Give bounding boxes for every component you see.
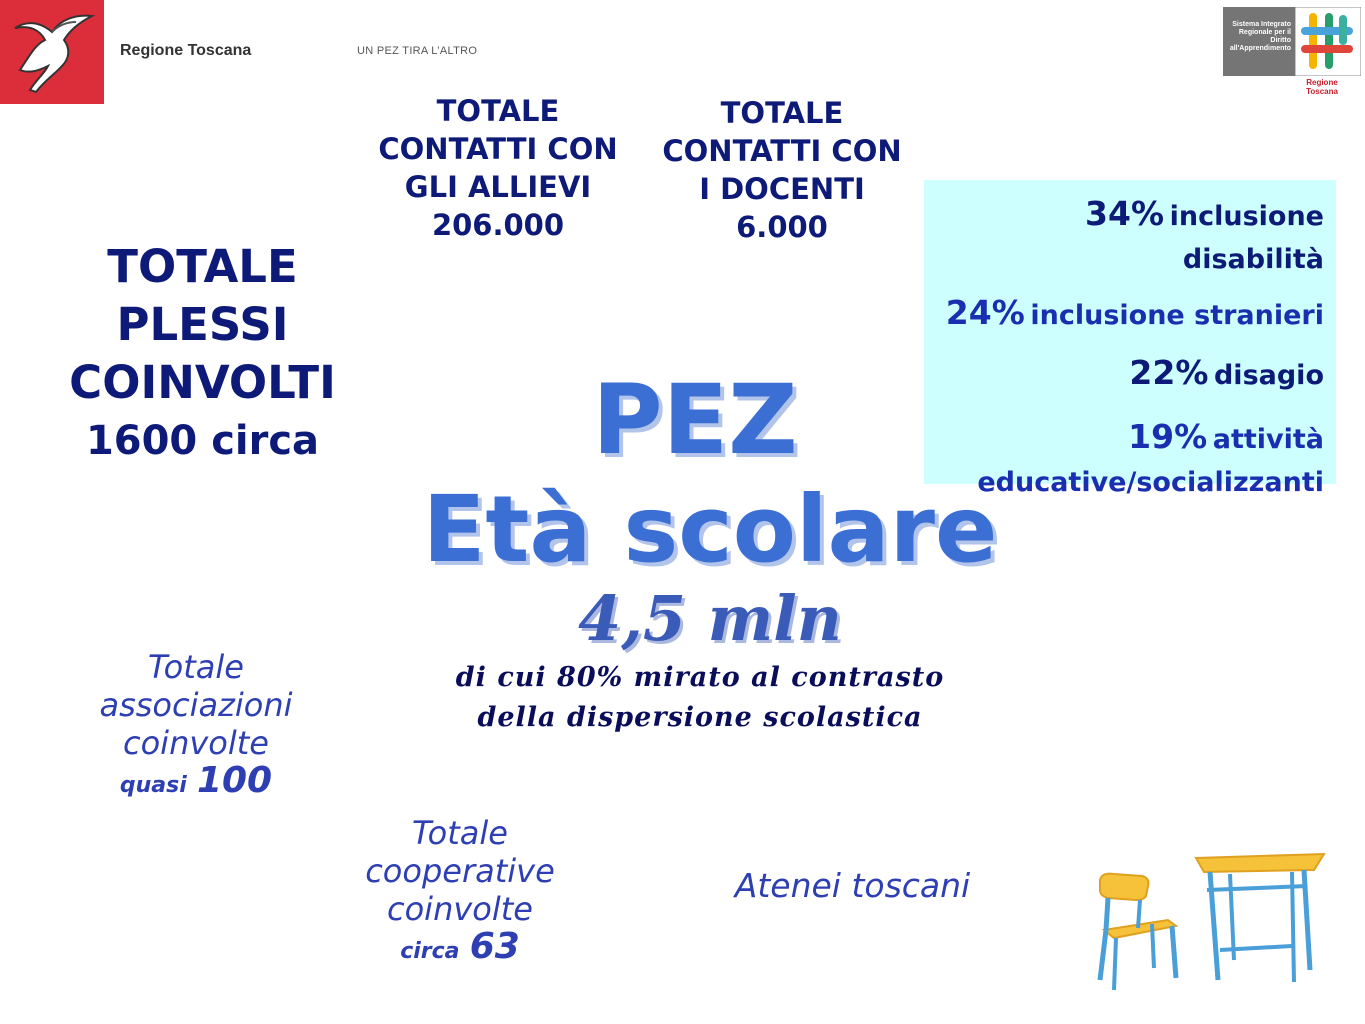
- stat-line: CONTATTI CON: [662, 134, 902, 168]
- sistema-logo: [1223, 7, 1295, 76]
- stat-plessi: [40, 238, 365, 470]
- tagline: UN PEZ TIRA L’ALTRO: [357, 45, 478, 57]
- assoc-line: associazioni: [99, 686, 293, 724]
- breakdown-label: disabilità: [1182, 244, 1324, 275]
- stat-associazioni: [80, 648, 312, 805]
- title-eta-scolare: Età scolare: [422, 476, 998, 583]
- plessi-value: 1600 circa: [85, 418, 320, 464]
- assoc-line: coinvolte: [123, 724, 269, 762]
- school-desk-chair-icon: [1092, 850, 1332, 995]
- breakdown-item: [924, 180, 1336, 283]
- stat-line: TOTALE: [720, 96, 844, 130]
- assoc-number: 100: [196, 760, 273, 801]
- plessi-line: TOTALE: [107, 240, 298, 293]
- stat-line: CONTATTI CON: [378, 132, 618, 166]
- coop-line: Totale: [412, 814, 508, 852]
- coop-number: 63: [469, 926, 520, 967]
- plessi-line: COINVOLTI: [69, 356, 336, 409]
- atenei-label: Atenei toscani: [734, 866, 971, 905]
- regione-logo: [0, 0, 104, 104]
- breakdown-pct: 19%: [1128, 417, 1208, 456]
- assoc-value: [80, 762, 312, 805]
- coop-line: coinvolte: [387, 890, 533, 928]
- breakdown-label: inclusione: [1169, 201, 1324, 232]
- assoc-prefix: quasi: [119, 773, 187, 798]
- amount: 4,5 mln: [578, 582, 842, 655]
- breakdown-label: inclusione stranieri: [1030, 300, 1324, 331]
- coop-line: cooperative: [365, 852, 555, 890]
- pegasus-logo-icon: [0, 0, 104, 104]
- breakdown-item: [924, 339, 1336, 399]
- breakdown-pct: 24%: [945, 293, 1025, 332]
- breakdown-item: [924, 283, 1336, 339]
- breakdown-pct: 34%: [1085, 194, 1165, 233]
- breakdown-label: educative/socializzanti: [977, 467, 1324, 498]
- sistema-logo-icon: [1295, 7, 1361, 76]
- stat-value: 206.000: [431, 208, 565, 242]
- stat-allievi: [360, 92, 636, 244]
- note-line: di cui 80% mirato al contrasto: [455, 662, 945, 693]
- stat-docenti: [644, 94, 920, 246]
- amount-note: [370, 658, 1030, 738]
- stat-line: GLI ALLIEVI: [404, 170, 592, 204]
- assoc-line: Totale: [148, 648, 244, 686]
- plessi-line: PLESSI: [116, 298, 289, 351]
- sistema-logo-caption: Regione Toscana: [1306, 78, 1338, 96]
- coop-prefix: circa: [400, 939, 460, 964]
- title-pez: PEZ: [592, 364, 798, 476]
- sistema-logo-text: Sistema Integrato Regionale per il Diritto all'Apprendimento: [1229, 21, 1291, 52]
- breakdown-label: attività: [1212, 424, 1324, 455]
- breakdown-pct: 22%: [1129, 353, 1209, 392]
- stat-value: 6.000: [736, 210, 828, 244]
- brand-name: Regione Toscana: [120, 42, 252, 59]
- breakdown-box: [924, 180, 1336, 498]
- stat-line: TOTALE: [436, 94, 560, 128]
- stat-line: I DOCENTI: [699, 172, 865, 206]
- stat-cooperative: [346, 814, 574, 971]
- coop-value: [346, 928, 574, 971]
- breakdown-label: disagio: [1213, 360, 1324, 391]
- note-line: della dispersione scolastica: [477, 702, 923, 733]
